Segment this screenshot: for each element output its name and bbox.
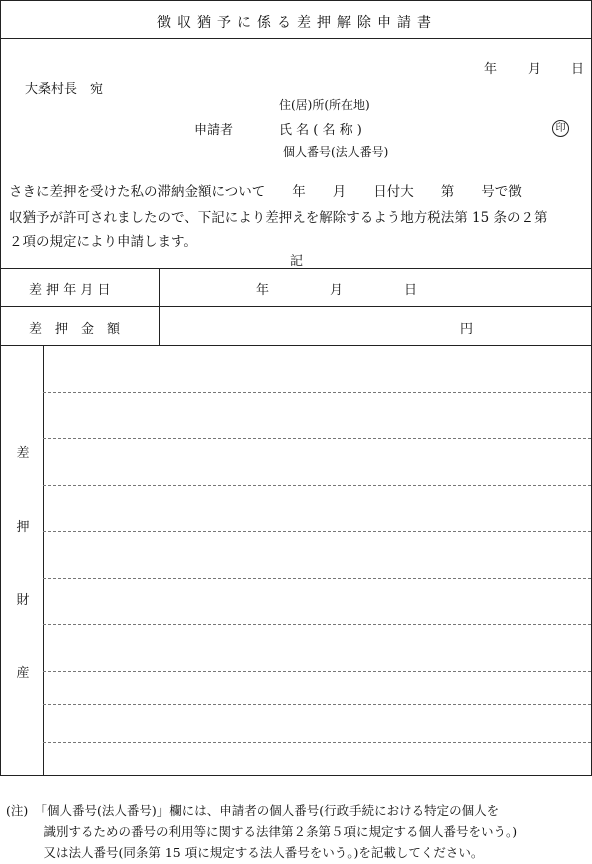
name-label: 氏 名 ( 名 称 ) (279, 123, 362, 138)
form-title: 徴収猶予に係る差押解除申請書 (157, 15, 437, 31)
addressee: 大桑村長 宛 (25, 82, 104, 97)
date-day: 日 (571, 62, 585, 77)
date-month: 月 (528, 62, 542, 77)
footnote-line: 識別するための番号の利用等に関する法律第２条第５項に規定する個人番号をいう。) (6, 824, 518, 839)
body-line-3: ２項の規定により申請します。 (9, 234, 197, 250)
date-year: 年 (484, 62, 498, 77)
body-line-1: さきに差押を受けた私の滞納金額について 年 月 日付大 第 号で徴 (9, 184, 522, 200)
address-label: 住(居)所(所在地) (279, 98, 370, 112)
property-label-divider (43, 345, 44, 776)
table-row-line (1, 306, 591, 307)
property-entry-line[interactable] (43, 531, 591, 532)
property-entry-line[interactable] (43, 392, 591, 393)
seizure-date-month: 月 (330, 283, 344, 298)
seizure-amount-label: 差 押 金 額 (29, 322, 121, 337)
property-entry-line[interactable] (43, 438, 591, 439)
footnote-line: 又は法人番号(同条第 15 項に規定する法人番号をいう。)を記載してください。 (6, 845, 484, 860)
property-entry-line[interactable] (43, 704, 591, 705)
ki-label: 記 (290, 254, 304, 269)
seizure-date-year: 年 (256, 283, 270, 298)
seizure-amount-unit: 円 (460, 322, 474, 337)
property-label-char: 押 (16, 520, 30, 535)
applicant-label: 申請者 (194, 123, 234, 138)
property-entry-line[interactable] (43, 671, 591, 672)
property-label-char: 財 (16, 593, 30, 608)
seal-mark: 印 (552, 120, 569, 137)
property-label-char: 差 (16, 446, 30, 461)
property-entry-line[interactable] (43, 624, 591, 625)
table-top-line (1, 268, 591, 269)
property-entry-line[interactable] (43, 742, 591, 743)
footnote-line: (注) 「個人番号(法人番号)」欄には、申請者の個人番号(行政手続における特定の個人を (6, 803, 500, 818)
seizure-date-label: 差 押 年 月 日 (29, 283, 111, 298)
table-row-line (1, 345, 591, 346)
property-entry-line[interactable] (43, 485, 591, 486)
seizure-date-day: 日 (404, 283, 418, 298)
divider (1, 38, 591, 39)
property-entry-line[interactable] (43, 578, 591, 579)
number-label: 個人番号(法人番号) (283, 145, 389, 159)
property-label-char: 産 (16, 666, 30, 681)
footnote (6, 800, 586, 863)
body-line-2: 収猶予が許可されましたので、下記により差押えを解除するよう地方税法第 15 条の２第 (9, 210, 548, 226)
